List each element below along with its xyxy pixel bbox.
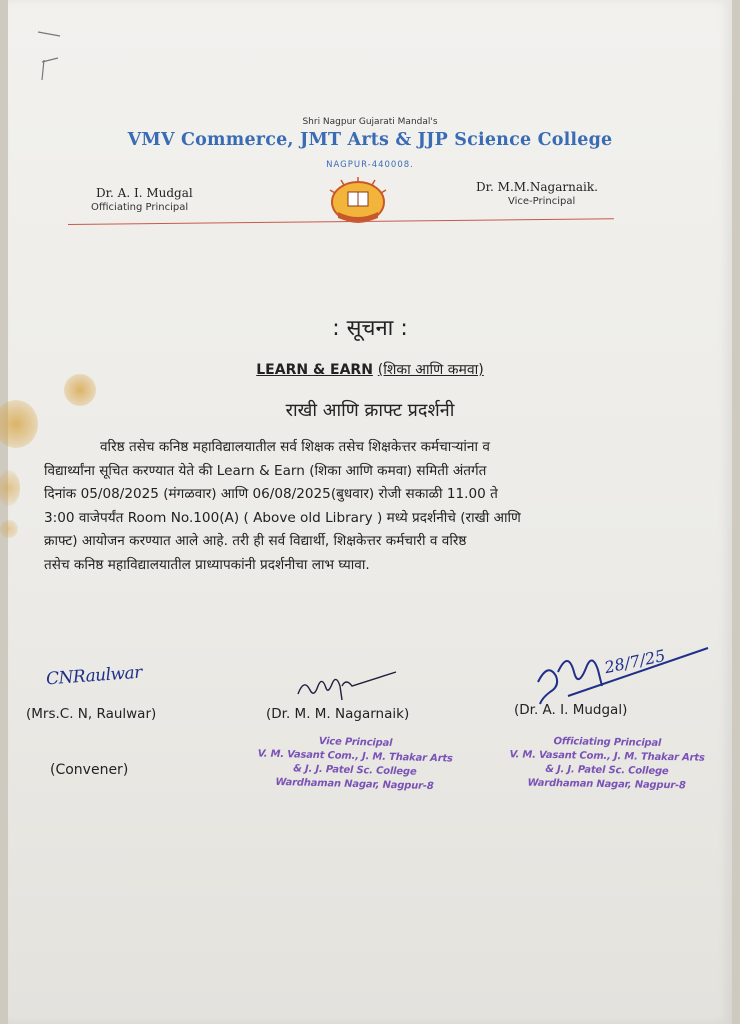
notice-heading: राखी आणि क्राफ्ट प्रदर्शनी xyxy=(285,400,455,421)
stamp-line: Vice Principal xyxy=(318,736,393,749)
notice-title: : सूचना : xyxy=(332,316,408,341)
signature-convener xyxy=(42,662,143,690)
document-page xyxy=(8,0,732,1024)
principal-signature-name: (Dr. A. I. Mudgal) xyxy=(514,702,628,718)
college-name: VMV Commerce, JMT Arts & JJP Science College xyxy=(127,130,613,150)
handwritten-signature xyxy=(292,664,402,704)
mandal-name: Shri Nagpur Gujarati Mandal's xyxy=(302,117,438,127)
stain xyxy=(0,470,20,506)
vice-principal-title: Vice-Principal xyxy=(508,196,576,207)
stamp-line: & J. J. Patel Sc. College xyxy=(293,763,417,778)
body-line: वरिष्ठ तसेच कनिष्ठ महाविद्यालयातील सर्व शिक्षक तसेच शिक्षकेत्तर कर्मचाऱ्यांना व xyxy=(100,439,490,455)
body-line: विद्यार्थ्यांना सूचित करण्यात येते की Learn & Earn (शिका आणि कमवा) समिती अंतर्गत xyxy=(44,462,487,479)
vice-principal-signature-name: (Dr. M. M. Nagarnaik) xyxy=(266,706,410,722)
subject-marathi: (शिका आणि कमवा) xyxy=(377,362,484,378)
college-logo-icon xyxy=(326,176,390,224)
vice-principal-stamp xyxy=(229,733,480,796)
stamp-line: Officiating Principal xyxy=(553,736,662,749)
principal-name: Dr. A. I. Mudgal xyxy=(96,186,193,200)
convener-role: (Convener) xyxy=(50,762,129,778)
notice-body xyxy=(44,436,664,577)
stain xyxy=(0,520,18,538)
stamp-line: Wardhaman Nagar, Nagpur-8 xyxy=(527,777,686,792)
handwritten-signature xyxy=(528,642,718,708)
body-line: 3:00 वाजेपर्यंत Room No.100(A) ( Above old Library ) मध्ये प्रदर्शनीचे (राखी आणि xyxy=(44,509,521,526)
stamp-line: V. M. Vasant Com., J. M. Thakar Arts xyxy=(509,749,705,764)
body-line: तसेच कनिष्ठ महाविद्यालयातील प्राध्यापकांनी प्रदर्शनीचा लाभ घ्यावा. xyxy=(44,556,370,573)
body-line: क्राफ्ट) आयोजन करण्यात आले आहे. तरी ही सर्व विद्यार्थी, शिक्षकेत्तर कर्मचारी व वरिष्ठ xyxy=(44,533,467,549)
signature-date: 28/7/25 xyxy=(602,645,667,678)
handwritten-signature: CNRaulwar xyxy=(45,662,143,690)
stamp-line: V. M. Vasant Com., J. M. Thakar Arts xyxy=(257,748,453,765)
body-line: दिनांक 05/08/2025 (मंगळवार) आणि 06/08/2025(बुधवार) रोजी सकाळी 11.00 ते xyxy=(44,486,498,502)
principal-stamp xyxy=(482,734,733,794)
convener-name: (Mrs.C. N, Raulwar) xyxy=(26,706,157,722)
college-pin: NAGPUR-440008. xyxy=(326,160,414,170)
stamp-line: Wardhaman Nagar, Nagpur-8 xyxy=(275,776,434,793)
stamp-line: & J. J. Patel Sc. College xyxy=(545,763,669,778)
principal-title: Officiating Principal xyxy=(91,202,189,213)
notice-subject xyxy=(8,360,732,379)
vice-principal-name: Dr. M.M.Nagarnaik. xyxy=(476,180,598,194)
subject-english: LEARN & EARN xyxy=(256,362,373,378)
pencil-marks xyxy=(30,24,80,84)
